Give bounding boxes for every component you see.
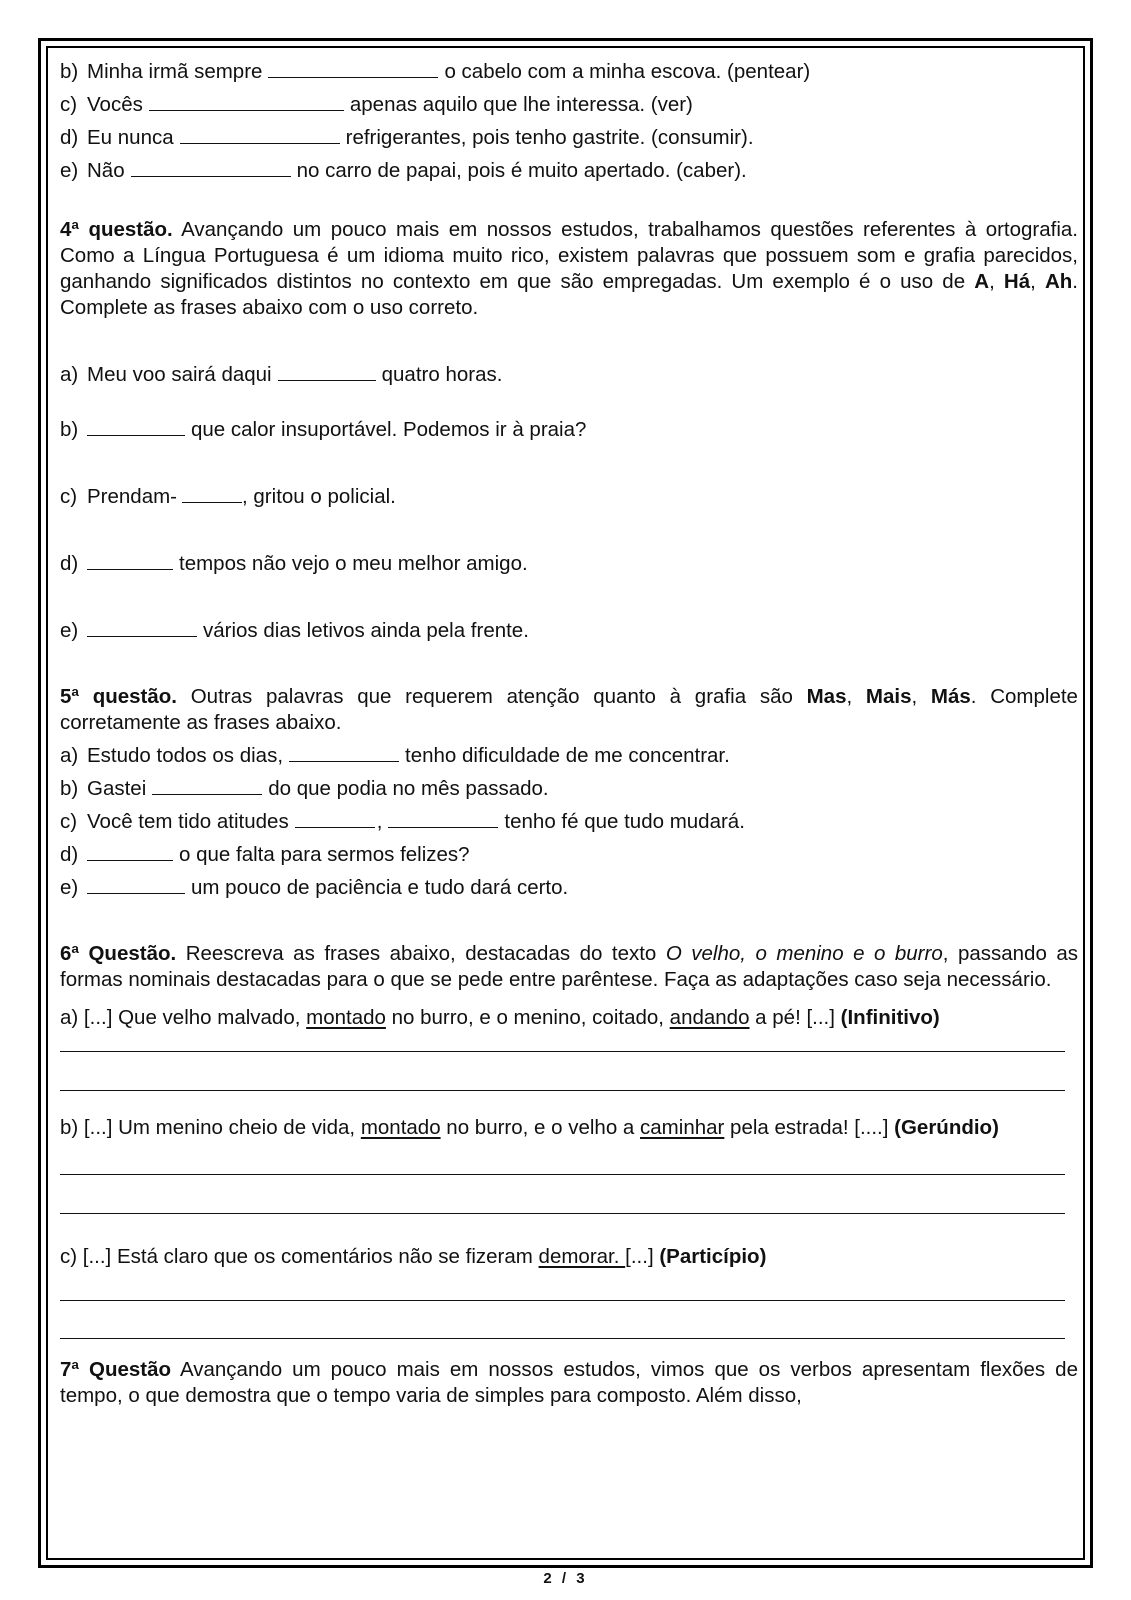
question-5-prompt: 5ª questão. Outras palavras que requerem atenção quanto à grafia são Mas, Mais, Más. Complete corretamente as frases abaixo. [60,685,1078,734]
answer-line[interactable] [60,1090,1065,1091]
question-6a: a) [...] Que velho malvado, montado no burro, e o menino, coitado, andando a pé! [...] (Infinitivo) [60,1006,940,1029]
list-item: c) Prendam- , gritou o policial. [60,485,396,508]
list-item: c) Vocês apenas aquilo que lhe interessa. (ver) [60,93,693,116]
list-item: c) Você tem tido atitudes , tenho fé que tudo mudará. [60,810,745,833]
list-item: a) Estudo todos os dias, tenho dificuldade de me concentrar. [60,744,730,767]
answer-blank[interactable] [87,550,173,570]
answer-line[interactable] [60,1300,1065,1301]
list-item: d) Eu nunca refrigerantes, pois tenho gastrite. (consumir). [60,126,754,149]
answer-blank[interactable] [149,91,344,111]
list-item: b) Minha irmã sempre o cabelo com a minha escova. (pentear) [60,60,811,83]
answer-blank[interactable] [87,416,185,436]
answer-line[interactable] [60,1174,1065,1175]
answer-blank[interactable] [87,617,197,637]
question-6-prompt: 6ª Questão. Reescreva as frases abaixo, destacadas do texto O velho, o menino e o burro, passando as formas nominais destacadas para o que se pede entre parêntese. Faça as adaptações caso seja necessário. [60,942,1078,991]
answer-blank[interactable] [182,483,242,503]
answer-blank[interactable] [289,742,399,762]
list-item: e) vários dias letivos ainda pela frente. [60,619,529,642]
question-3-items [60,55,1078,187]
answer-line[interactable] [60,1338,1065,1339]
worksheet-content [60,55,1078,1409]
list-item: d) o que falta para sermos felizes? [60,843,470,866]
list-item: e) um pouco de paciência e tudo dará certo. [60,876,569,899]
answer-line[interactable] [60,1213,1065,1214]
answer-blank[interactable] [295,808,375,828]
list-item: a) Meu voo sairá daqui quatro horas. [60,363,503,386]
answer-blank[interactable] [268,58,438,78]
question-4-items [60,361,1078,644]
answer-blank[interactable] [180,124,340,144]
list-item: e) Não no carro de papai, pois é muito apertado. (caber). [60,159,747,182]
answer-blank[interactable] [278,361,376,381]
question-6c: c) [...] Está claro que os comentários não se fizeram demorar. [...] (Particípio) [60,1245,767,1268]
list-item: b) que calor insuportável. Podemos ir à praia? [60,418,587,441]
answer-line[interactable] [60,1051,1065,1052]
answer-blank[interactable] [87,874,185,894]
answer-blank[interactable] [87,841,173,861]
question-7-prompt: 7ª Questão Avançando um pouco mais em nossos estudos, vimos que os verbos apresentam flexões de tempo, o que demostra que o tempo varia de simples para composto. Além disso, [60,1358,1078,1407]
answer-blank[interactable] [131,157,291,177]
answer-blank[interactable] [152,775,262,795]
question-6b: b) [...] Um menino cheio de vida, montado no burro, e o velho a caminhar pela estrada! [....] (Gerúndio) [60,1116,999,1139]
page-number: 2 / 3 [543,1570,588,1587]
answer-blank[interactable] [388,808,498,828]
question-5-items [60,739,1078,904]
list-item: b) Gastei do que podia no mês passado. [60,777,549,800]
list-item: d) tempos não vejo o meu melhor amigo. [60,552,528,575]
question-4-prompt: 4ª questão. Avançando um pouco mais em nossos estudos, trabalhamos questões referentes à ortografia. Como a Língua Portuguesa é um idioma muito rico, existem palavras que possuem som e grafia parecidos, ganhando significados distintos no contexto em que são empregadas. Um exemplo é o uso de A, Há, Ah. Complete as frases abaixo com o uso correto. [60,218,1078,319]
